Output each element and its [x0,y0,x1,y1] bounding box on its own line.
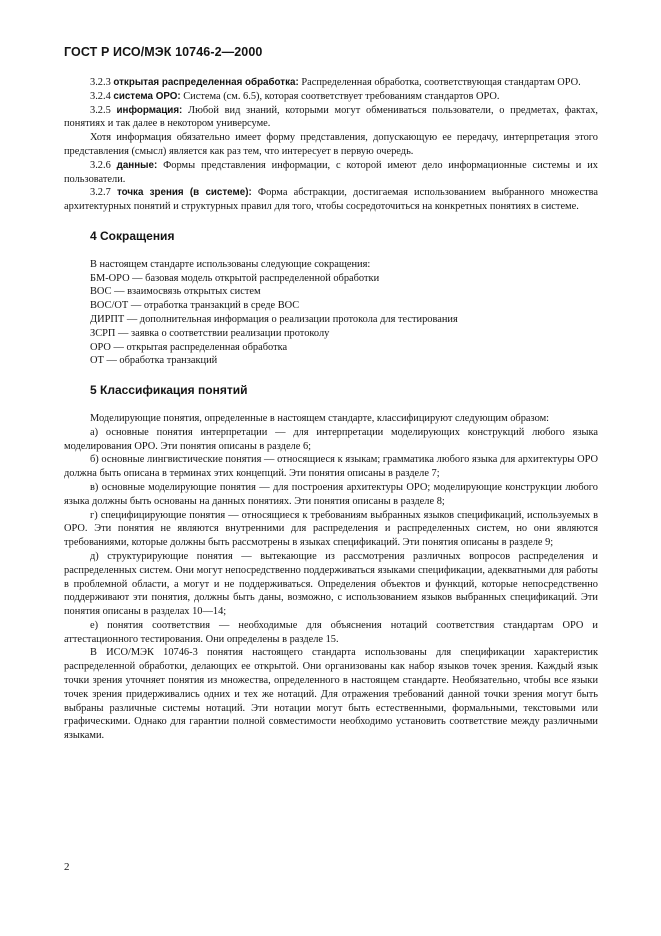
list-item: ВОС — взаимосвязь открытых систем [90,286,261,298]
definition-term: открытая распределенная обработка: [113,77,299,88]
document-header: ГОСТ Р ИСО/МЭК 10746-2—2000 [64,45,263,59]
paragraph: в) основные моделирующие понятия — для построения архитектуры ОРО; моделирующие конструкции любого языка должны быть основаны на данных понятиях. Эти понятия описаны в разделе 8; [64,481,598,507]
paragraph: е) понятия соответствия — необходимые для объяснения нотаций соответствия стандартам ОРО и аттестационного тестирования. Они определены в разделе 15. [64,619,598,645]
definition-3-2-6: 3.2.6 данные: Формы представления информации, с которой имеют дело информационные системы и их пользователи. [64,159,598,185]
definition-3-2-4: 3.2.4 система ОРО: Система (см. 6.5), которая соответствует требованиям стандартов ОРО. [90,90,500,102]
definition-term: данные: [116,159,158,171]
list-item: ДИРПТ — дополнительная информация о реализации протокола для тестирования [90,313,458,325]
paragraph: Моделирующие понятия, определенные в настоящем стандарте, классифицируют следующим образом: [90,412,550,424]
abbreviations-list [64,258,598,368]
list-item: ОРО — открытая распределенная обработка [90,341,288,353]
paragraph: д) структурирующие понятия — вытекающие из рассмотрения различных вопросов распределения и распределенных систем. Они могут непосредственно поддерживаться языками спецификации, адекватными для работы в проблемной области, а могут и не поддерживаться. Определения объектов и функций, которые непосредственно поддерживают эти понятия, должны быть даны, возможно, с использованием языков выбранных спецификаций. Эти понятия описаны в разделах 10—14; [64,550,598,618]
paragraph: В ИСО/МЭК 10746-3 понятия настоящего стандарта использованы для спецификации характеристик распределенной обработки, делающих ее открытой. Они организованы как набор языков точек зрения. Каждый язык точки зрения уточняет понятия из множества, определенного в настоящем стандарте. Необязательно, чтобы все языки точек зрения придерживались одних и тех же нотаций. Для отражения требований данной точки зрения могут быть выбраны различные системы нотаций. Эти нотации могут быть естественными, формальными, текстовыми или графическими. Однако для гарантии полной совместимости необходимо установить соответствие между различными языками. [64,647,598,742]
page-number: 2 [64,861,70,873]
paragraph: а) основные понятия интерпретации — для интерпретации моделирующих конструкций любого языка моделирования ОРО. Эти понятия описаны в разделе 6; [64,426,598,452]
section-4-heading: 4 Сокращения [90,228,175,243]
page-content [64,76,598,743]
list-item: ОТ — обработка транзакций [90,355,218,367]
list-item: БМ-ОРО — базовая модель открытой распределенной обработки [90,272,380,284]
information-note: Хотя информация обязательно имеет форму представления, допускающую ее передачу, интерпретация этого представления (смысл) является как раз тем, что интересует в первую очередь. [64,132,598,157]
list-item: ЗСРП — заявка о соответствии реализации протоколу [90,327,330,339]
section-5-heading: 5 Классификация понятий [90,383,248,398]
definition-3-2-7: 3.2.7 точка зрения (в системе): Форма абстракции, достигаемая использованием выбранного множества архитектурных понятий и структурных правил для того, чтобы сосредоточиться на конкретных понятиях в системе. [64,187,598,213]
definition-term: система ОРО: [113,90,181,102]
abbreviations-intro: В настоящем стандарте использованы следующие сокращения: [90,258,371,270]
paragraph: б) основные лингвистические понятия — относящиеся к языкам; грамматика любого языка для архитектуры ОРО должна быть описана в терминах этих концепций. Эти понятия описаны в разделе 7; [64,454,598,480]
definition-term: точка зрения (в системе): [116,187,252,199]
list-item: ВОС/ОТ — отработка транзакций в среде ВОС [90,300,300,312]
definition-3-2-3: 3.2.3 открытая распределенная обработка: Распределенная обработка, соответствующая стандартам ОРО. [90,77,581,88]
paragraph: г) специфицирующие понятия — относящиеся к требованиям выбранных языков спецификаций, используемых в ОРО. Эти понятия не являются внутренними для распределения и распределенных систем, но они являются требованиями, которые должны быть рассмотрены в языках спецификаций. Эти понятия описаны в разделе 9; [64,509,598,549]
definition-term: информация: [116,104,183,116]
definition-3-2-5: 3.2.5 информация: Любой вид знаний, которыми могут обмениваться пользователи, о предметах, фактах, понятиях и так далее в некотором универсуме. [64,104,598,130]
